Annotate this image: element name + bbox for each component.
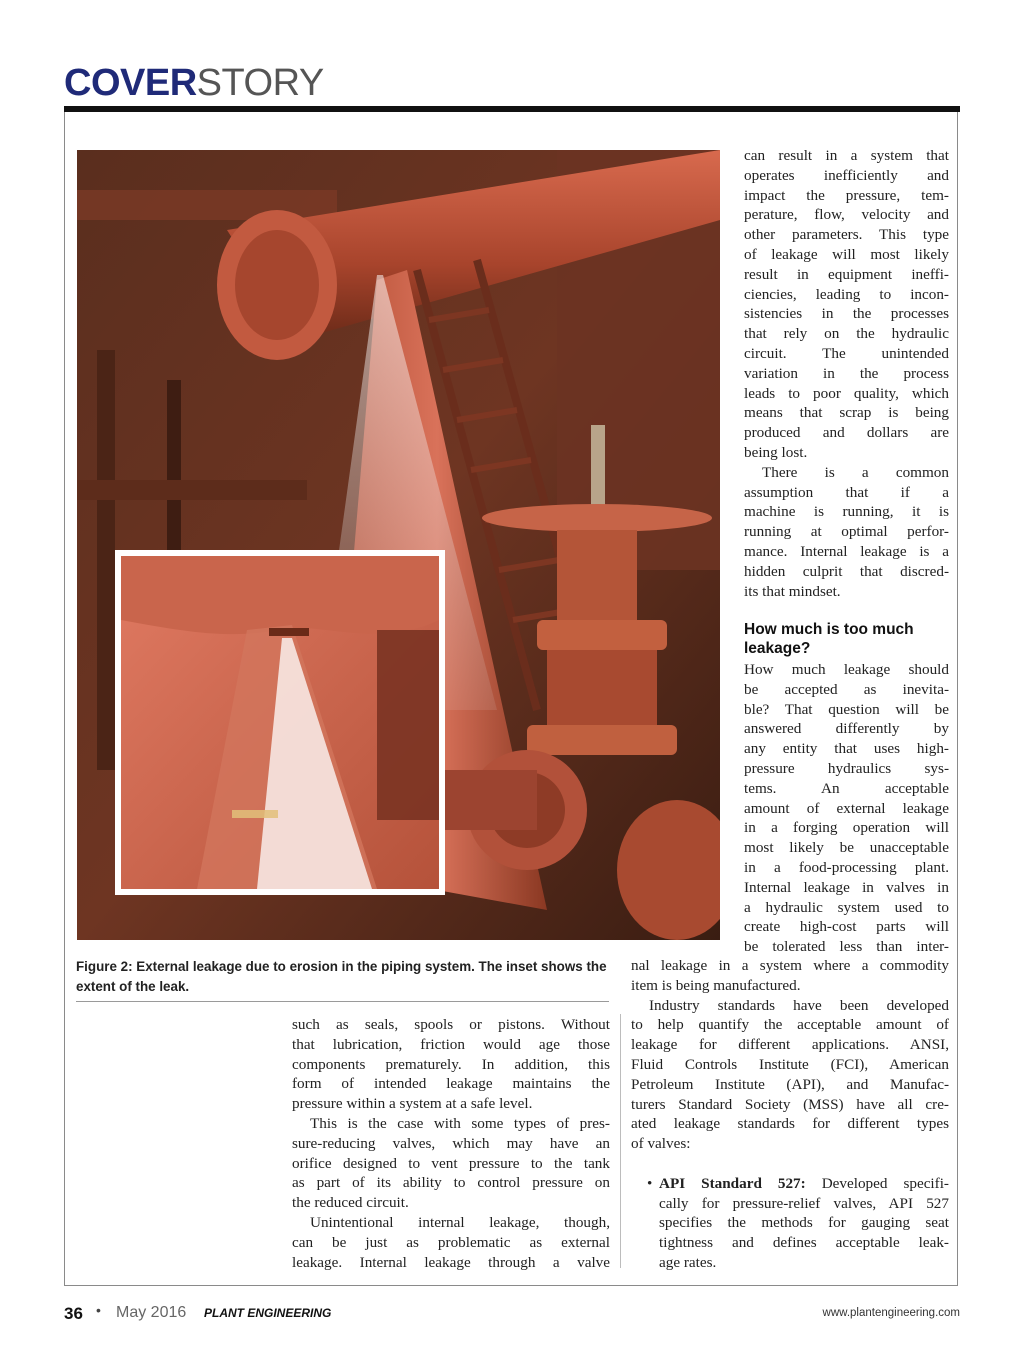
text-line: This is the case with some types of pres- xyxy=(310,1114,610,1132)
footer-separator: • xyxy=(96,1302,101,1318)
text-line: item is being manufactured. xyxy=(631,976,801,994)
text-line: perature, flow, velocity and xyxy=(744,206,949,224)
text-line: other parameters. This type xyxy=(744,226,949,244)
paragraph xyxy=(744,146,949,463)
text-line: tightness and defines acceptable leak- xyxy=(659,1234,949,1252)
text-line: variation in the process xyxy=(744,364,949,382)
text-line: as part of its ability to control pressure on xyxy=(292,1174,610,1192)
leak-photo-drawing xyxy=(77,150,720,940)
text-line: leads to poor quality, which xyxy=(744,384,949,402)
section-title-word1: COVER xyxy=(64,62,197,104)
text-line: There is a common xyxy=(762,463,949,481)
page-number: 36 xyxy=(64,1304,83,1323)
text-line: Petroleum Institute (API), and Manufac- xyxy=(631,1075,949,1093)
text-line: to help quantify the acceptable amount of xyxy=(631,1016,949,1034)
left-column xyxy=(292,1015,610,1272)
text-line: pressure within a system at a safe level. xyxy=(292,1095,533,1113)
bullet-text: Developed specifi- xyxy=(805,1174,949,1192)
text-line: the reduced circuit. xyxy=(292,1194,409,1212)
right-column-bottom xyxy=(631,956,949,1273)
bullet-dot: • xyxy=(647,1174,653,1192)
text-line: cally for pressure-relief valves, API 527 xyxy=(659,1194,949,1212)
text-line: form of intended leakage maintains the xyxy=(292,1075,610,1093)
text-line xyxy=(659,1174,949,1194)
text-line: that lubrication, friction would age those xyxy=(292,1035,610,1053)
text-line: can be just as problematic as external xyxy=(292,1233,610,1251)
text-line: circuit. The unintended xyxy=(744,344,949,362)
text-line: being lost. xyxy=(744,443,808,461)
bullet-item xyxy=(631,1174,949,1273)
text-line: of valves: xyxy=(631,1135,691,1153)
text-line: amount of external leakage xyxy=(744,799,949,817)
text-line: Internal leakage in valves in xyxy=(744,878,949,896)
text-line: a hydraulic system used to xyxy=(744,898,949,916)
section-title xyxy=(64,62,324,104)
text-line: impact the pressure, tem- xyxy=(744,186,949,204)
text-line: ciencies, leading to incon- xyxy=(744,285,949,303)
text-line: its that mindset. xyxy=(744,582,841,600)
figure-caption: Figure 2: External leakage due to erosion in the piping system. The inset shows the extent of the leak. xyxy=(76,959,607,994)
issue-date: May 2016 xyxy=(116,1304,187,1321)
text-line: in a forging operation will xyxy=(744,819,949,837)
text-line: of leakage will most likely xyxy=(744,245,949,263)
magazine-name: PLANT ENGINEERING xyxy=(204,1306,332,1320)
text-line: hidden culprit that discred- xyxy=(744,562,949,580)
website-url: www.plantengineering.com xyxy=(822,1307,960,1319)
caption-rule xyxy=(76,1001,609,1002)
text-line: mance. Internal leakage is a xyxy=(744,542,949,560)
text-line: nal leakage in a system where a commodity xyxy=(631,957,949,974)
text-line: turers Standard Society (MSS) have all cre- xyxy=(631,1095,949,1113)
text-line: that rely on the hydraulic xyxy=(744,325,949,343)
text-line: running at optimal perfor- xyxy=(744,523,949,541)
text-line: any entity that uses high- xyxy=(744,740,949,758)
text-line: sistencies in the processes xyxy=(744,305,949,323)
text-line: means that scrap is being xyxy=(744,404,949,422)
right-column-top xyxy=(744,146,949,601)
text-line: Industry standards have been developed xyxy=(649,996,949,1014)
text-line: assumption that if a xyxy=(744,483,949,501)
text-line: can result in a system that xyxy=(744,147,949,164)
leak-photo xyxy=(77,150,720,940)
text-line: operates inefficiently and xyxy=(744,166,949,184)
page-footer xyxy=(0,1300,1024,1326)
text-line: How much leakage should xyxy=(744,661,949,678)
text-line: in a food-processing plant. xyxy=(744,858,949,876)
text-line: components prematurely. In addition, this xyxy=(292,1055,610,1073)
text-line: ble? That question will be xyxy=(744,700,949,718)
text-line: Fluid Controls Institute (FCI), American xyxy=(631,1055,949,1073)
text-line: orifice designed to vent pressure to the tank xyxy=(292,1154,610,1172)
text-line: ated leakage standards for different types xyxy=(631,1115,949,1133)
text-line: be tolerated less than inter- xyxy=(744,938,949,956)
text-line: specifies the methods for gauging seat xyxy=(659,1214,949,1232)
bullet-lead: API Standard 527: xyxy=(659,1174,806,1192)
section-subhead: How much is too much leakage? xyxy=(744,621,914,657)
text-line: result in equipment ineffi- xyxy=(744,265,949,283)
text-line: leakage. Internal leakage through a valve xyxy=(292,1253,610,1271)
spacer xyxy=(631,1154,949,1174)
text-line: answered differently by xyxy=(744,720,949,738)
text-line: Unintentional internal leakage, though, xyxy=(310,1213,610,1231)
right-column-middle xyxy=(744,660,949,957)
text-line: most likely be unacceptable xyxy=(744,839,949,857)
column-divider xyxy=(620,1014,621,1268)
text-line: such as seals, spools or pistons. Without xyxy=(292,1016,610,1033)
text-line: create high-cost parts will xyxy=(744,918,949,936)
text-line: produced and dollars are xyxy=(744,424,949,442)
text-line: sure-reducing valves, which may have an xyxy=(292,1134,610,1152)
text-line: age rates. xyxy=(659,1253,717,1271)
text-line: pressure hydraulics sys- xyxy=(744,759,949,777)
paragraph xyxy=(744,463,949,602)
text-line: be accepted as inevita- xyxy=(744,680,949,698)
text-line: machine is running, it is xyxy=(744,503,949,521)
text-line: leakage for different applications. ANSI, xyxy=(631,1036,949,1054)
text-line: tems. An acceptable xyxy=(744,779,949,797)
section-title-word2: STORY xyxy=(196,62,324,104)
